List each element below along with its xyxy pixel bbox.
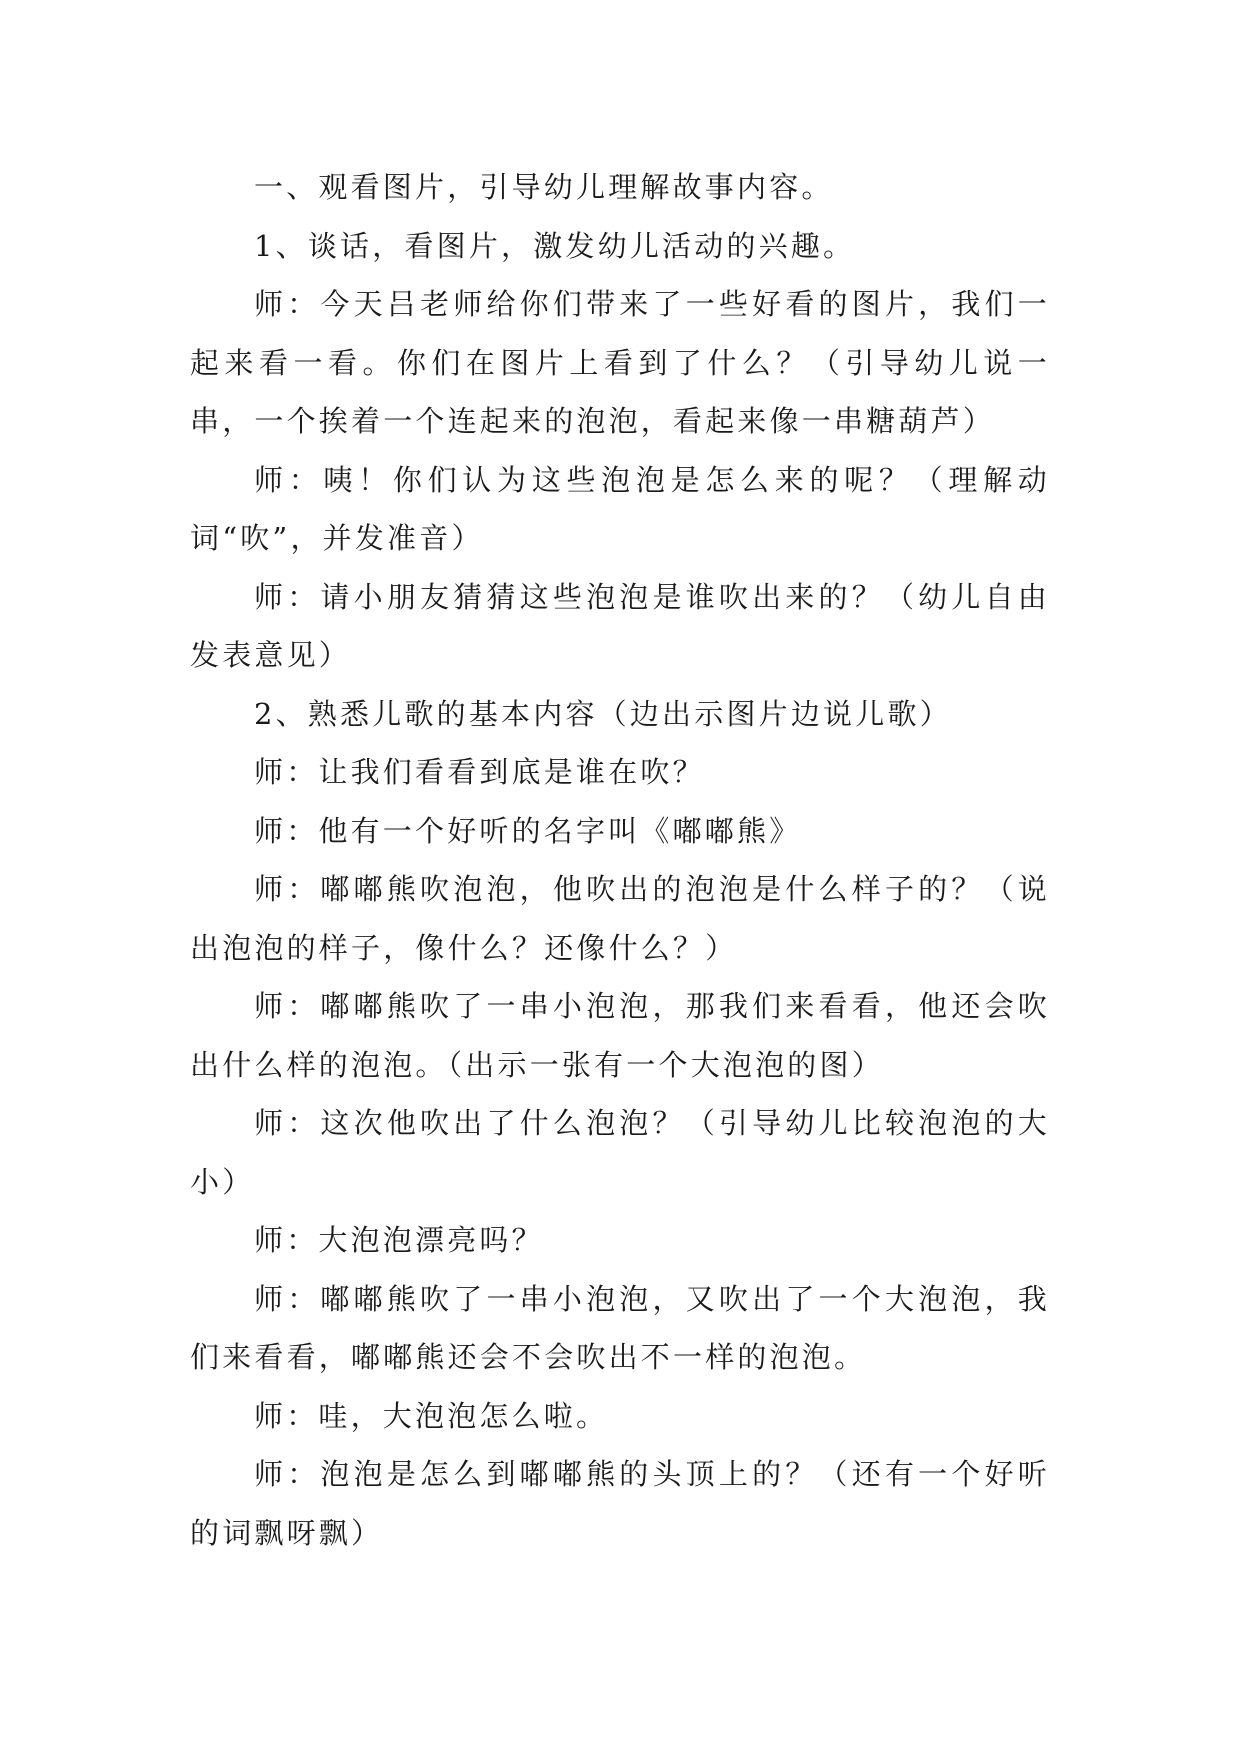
paragraph: 师：嘟嘟熊吹了一串小泡泡，又吹出了一个大泡泡，我们来看看，嘟嘟熊还会不会吹出不一样的泡泡。 bbox=[190, 1281, 1050, 1374]
document-body bbox=[190, 158, 1050, 1562]
paragraph: 师：嘟嘟熊吹泡泡，他吹出的泡泡是什么样子的？（说出泡泡的样子，像什么？还像什么？） bbox=[190, 872, 1050, 965]
paragraph: 师：哇，大泡泡怎么啦。 bbox=[254, 1398, 609, 1433]
paragraph: 师：大泡泡漂亮吗？ bbox=[254, 1223, 544, 1257]
paragraph: 师：这次他吹出了什么泡泡？（引导幼儿比较泡泡的大小） bbox=[190, 1106, 1050, 1199]
paragraph: 师：泡泡是怎么到嘟嘟熊的头顶上的？（还有一个好听的词飘呀飘） bbox=[190, 1457, 1050, 1550]
paragraph-step-2: 2、熟悉儿歌的基本内容（边出示图片边说儿歌） bbox=[254, 696, 952, 731]
paragraph: 师：让我们看看到底是谁在吹？ bbox=[254, 755, 705, 789]
paragraph: 师：嘟嘟熊吹了一串小泡泡，那我们来看看，他还会吹出什么样的泡泡。（出示一张有一个大泡泡的图） bbox=[190, 989, 1050, 1082]
paragraph: 师：他有一个好听的名字叫《嘟嘟熊》 bbox=[254, 813, 802, 848]
paragraph-section-heading: 一、观看图片，引导幼儿理解故事内容。 bbox=[254, 170, 834, 204]
paragraph: 师：请小朋友猜猜这些泡泡是谁吹出来的？（幼儿自由发表意见） bbox=[190, 579, 1050, 672]
paragraph: 师：今天吕老师给你们带来了一些好看的图片，我们一起来看一看。你们在图片上看到了什么？（引导幼儿说一串，一个挨着一个连起来的泡泡，看起来像一串糖葫芦） bbox=[190, 287, 1050, 438]
paragraph-step-1: 1、谈话，看图片，激发幼儿活动的兴趣。 bbox=[254, 228, 856, 263]
paragraph: 师：咦！你们认为这些泡泡是怎么来的呢？（理解动词“吹”，并发准音） bbox=[190, 462, 1050, 555]
